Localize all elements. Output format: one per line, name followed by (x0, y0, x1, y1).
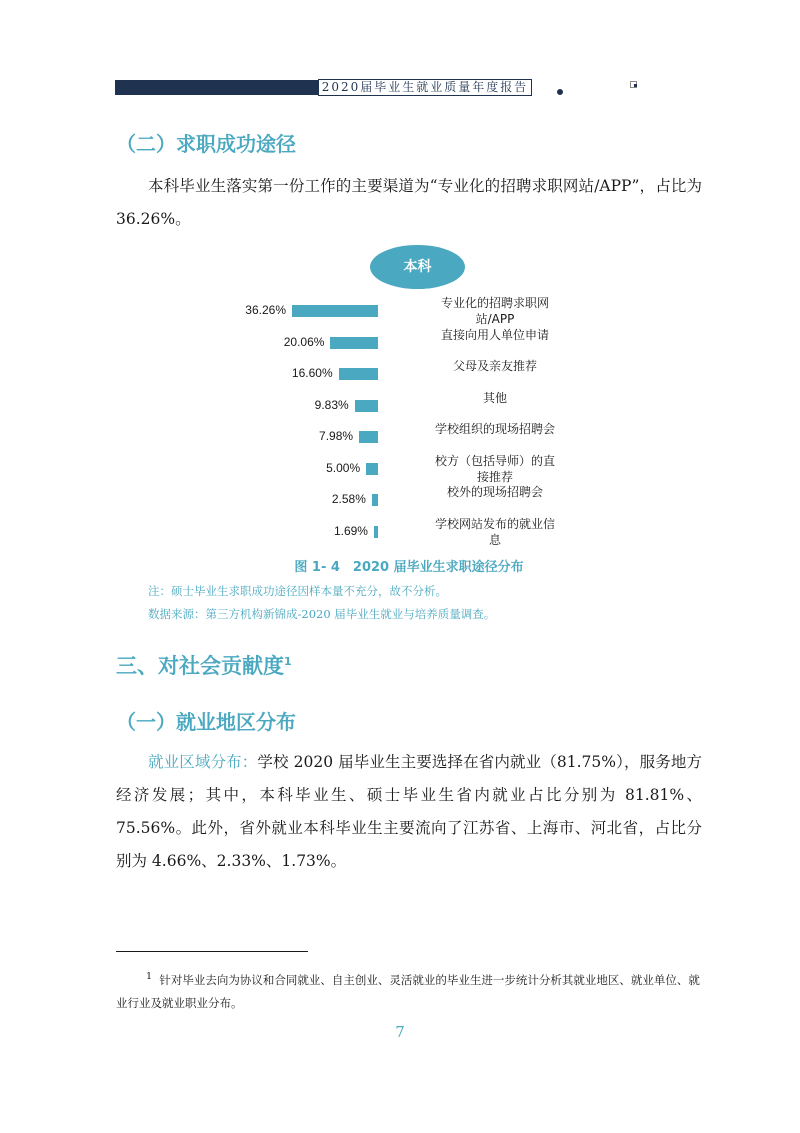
bar-value-label-2: 16.60% (291, 366, 333, 380)
bar-value-label-5: 5.00% (326, 460, 361, 475)
regional-distribution-text: 学校 2020 届毕业生主要选择在省内就业（81.75%），服务地方经济发展；其中，本科毕业生、硕士毕业生省内就业占比分别为 81.81%、75.56%。此外，省外就业本科毕业生主要流向了江苏省、上海市、河北省，占比分别为 4.66%、2.33%、1.73%。 (116, 753, 702, 870)
regional-distribution-paragraph (116, 746, 702, 878)
job-channels-text: 本科毕业生落实第一份工作的主要渠道为“专业化的招聘求职网站/APP”，占比为36.26%。 (116, 177, 702, 228)
bar-value-label-6: 2.58% (331, 492, 366, 506)
bar-category-label-5: 校方（包括导师）的直接推荐 (434, 453, 555, 484)
bar-4 (359, 431, 378, 443)
bar-category-label-1: 直接向用人单位申请 (440, 327, 549, 342)
chart-caption: 图 1- 4 2020 届毕业生求职途径分布 (294, 560, 524, 575)
section-heading-regional-distribution: （一）就业地区分布 (116, 710, 296, 734)
job-channel-bar-chart (0, 0, 800, 560)
bar-category-label-3: 其他 (482, 390, 507, 405)
bar-category-label-7: 学校网站发布的就业信息 (434, 516, 555, 547)
section-heading-social-contribution (116, 650, 292, 680)
bar-value-label-1: 20.06% (283, 334, 325, 349)
bar-value-label-4: 7.98% (319, 429, 354, 443)
footnote (116, 965, 702, 1015)
data-source-note: 数据来源：第三方机构新锦成-2020 届毕业生就业与培养质量调查。 (148, 607, 496, 621)
footnote-divider (116, 951, 308, 952)
bar-category-label-0: 专业化的招聘求职网站/APP (440, 296, 549, 326)
bar-value-label-0: 36.26% (245, 303, 286, 317)
bar-3 (355, 400, 378, 412)
section-heading-job-channels: （二）求职成功途径 (116, 132, 296, 156)
bar-5 (366, 463, 378, 475)
bar-1 (330, 337, 378, 349)
chart-note: 注：硕士毕业生求职成功途径因样本量不充分，故不分析。 (148, 584, 447, 598)
header-title: 2020届毕业生就业质量年度报告 (318, 79, 532, 96)
bar-category-label-6: 校外的现场招聘会 (446, 485, 543, 499)
bar-value-label-7: 1.69% (333, 523, 368, 538)
footnote-text: 针对毕业去向为协议和合同就业、自主创业、灵活就业的毕业生进一步统计分析其就业地区、就业单位、就业行业及就业职业分布。 (116, 972, 700, 1010)
bar-6 (372, 494, 378, 506)
footnote-marker: 1 (146, 971, 153, 982)
chart-group-label: 本科 (370, 245, 465, 289)
footnote-ref: 1 (284, 655, 292, 668)
bar-category-label-4: 学校组织的现场招聘会 (434, 422, 555, 436)
bar-7 (374, 526, 378, 538)
page-number: 7 (395, 1023, 405, 1041)
bar-2 (339, 368, 378, 380)
regional-distribution-lead: 就业区域分布： (148, 753, 258, 771)
bar-category-label-2: 父母及亲友推荐 (452, 359, 537, 373)
bar-value-label-3: 9.83% (314, 397, 349, 412)
section-3-title: 三、对社会贡献度 (116, 654, 284, 678)
bar-0 (292, 305, 378, 317)
